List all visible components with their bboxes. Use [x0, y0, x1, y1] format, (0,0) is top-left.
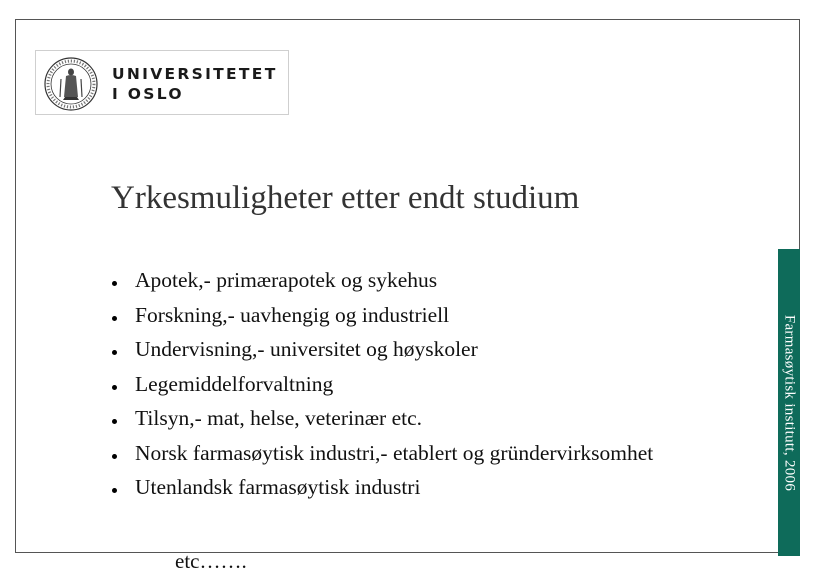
list-item-text: Tilsyn,- mat, helse, veterinær etc.: [135, 406, 423, 430]
bullet-icon: [112, 419, 117, 424]
bullet-icon: [112, 316, 117, 321]
logo-text-line1: UNIVERSITETET: [112, 65, 278, 83]
list-item-text: Apotek,- primærapotek og sykehus: [135, 268, 438, 292]
list-item-text: Undervisning,- universitet og høyskoler: [135, 337, 478, 361]
bullet-icon: [112, 488, 117, 493]
university-seal-icon: [36, 51, 102, 114]
bullet-icon: [112, 385, 117, 390]
slide-title: Yrkesmuligheter etter endt studium: [111, 180, 580, 216]
institute-sidebar: [778, 249, 800, 556]
university-logo: [35, 50, 289, 115]
list-item-text: Forskning,- uavhengig og industriell: [135, 302, 450, 327]
bullet-icon: [112, 350, 117, 355]
list-item-text: Utenlandsk farmasøytisk industri: [135, 475, 421, 499]
sidebar-label: Farmasøytisk institutt, 2006: [781, 314, 798, 492]
etc-text: etc…….: [175, 549, 247, 573]
logo-text-line2: I OSLO: [112, 85, 184, 103]
list-item-text: Norsk farmasøytisk industri,- etablert og gründervirksomhet: [135, 440, 654, 465]
bullet-icon: [112, 454, 117, 459]
bullet-icon: [112, 281, 117, 286]
list-item-text: Legemiddelforvaltning: [135, 371, 334, 396]
